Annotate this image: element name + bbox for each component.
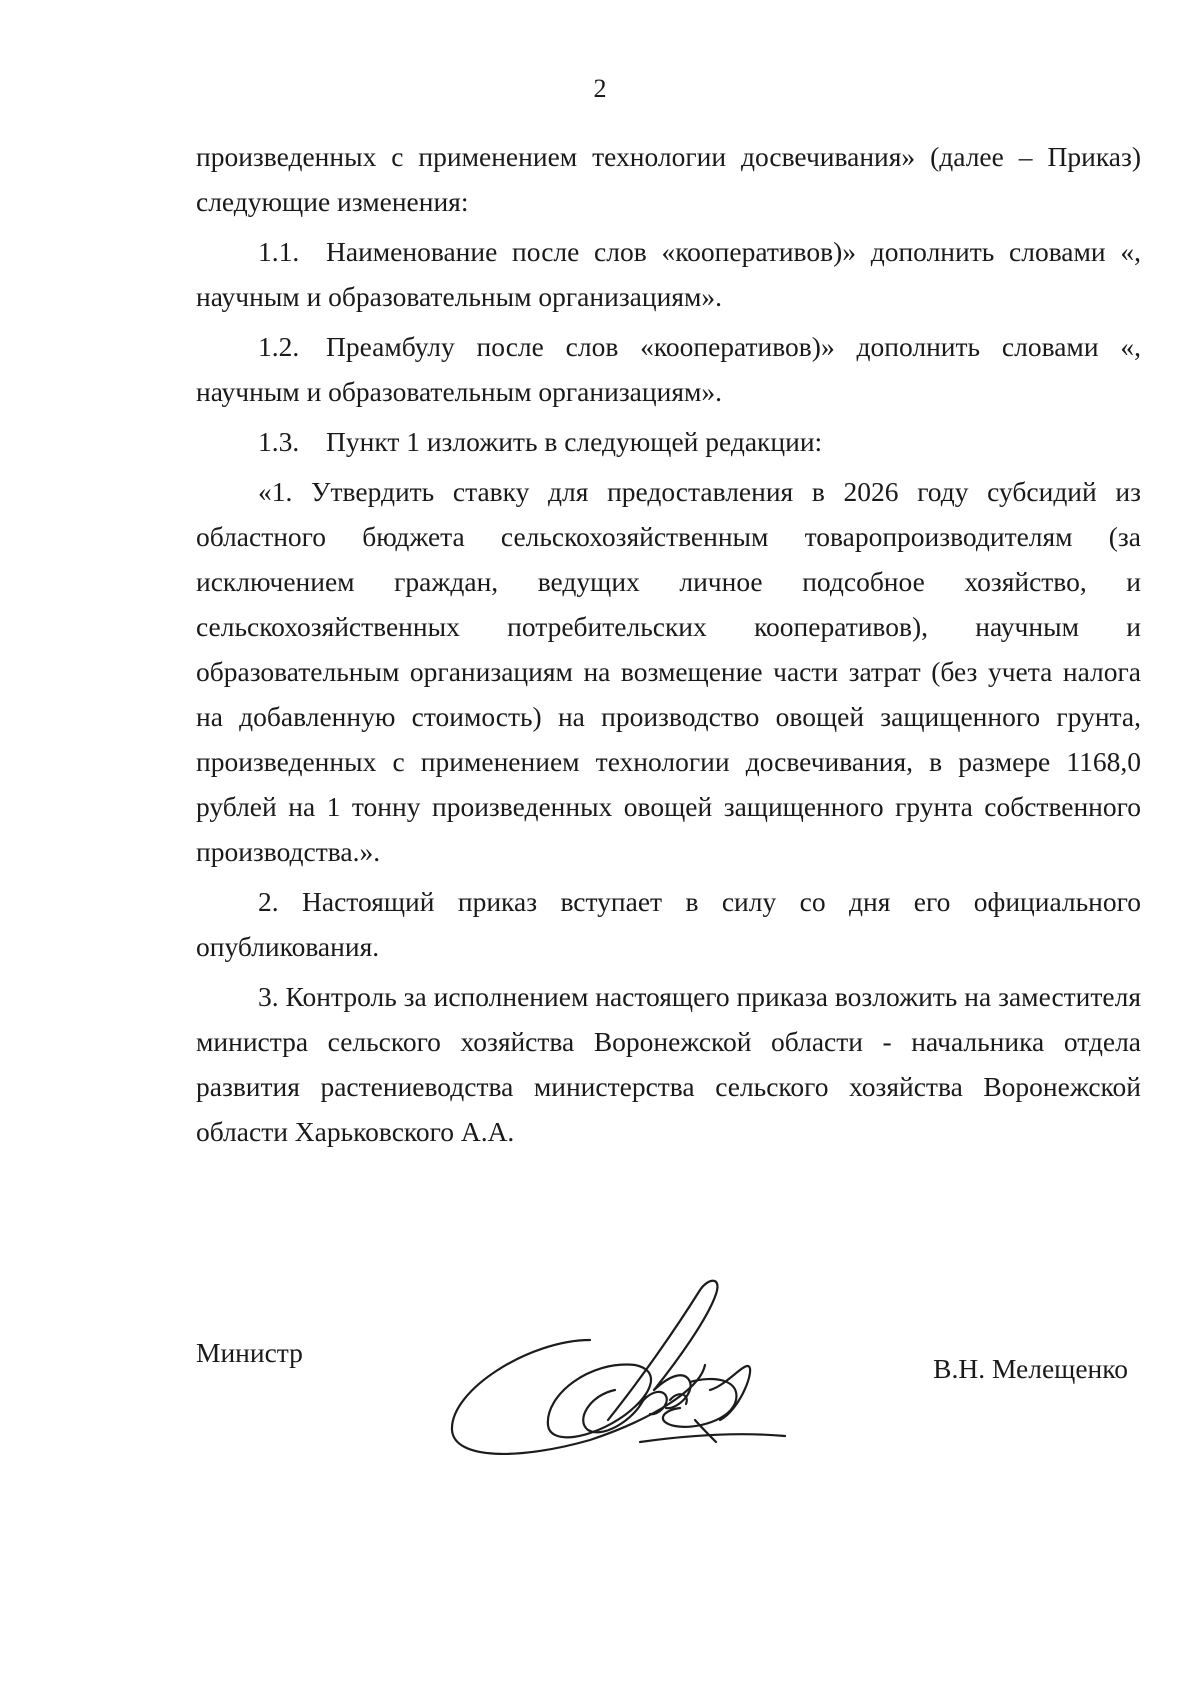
page-number: 2 <box>593 74 607 103</box>
signature-block <box>0 1330 1200 1480</box>
item-number: 1.2. <box>258 331 300 362</box>
paragraph-point-3: 3. Контроль за исполнением настоящего приказа возложить на заместителя министра сельского хозяйства Воронежской области - начальника отдела развития растениеводства министерства сельского хозяйства Воронежской области Харьковского А.А. <box>196 981 1141 1147</box>
paragraph-text: Наименование после слов «кооперативов)» дополнить словами «, научным и образовательным организациям». <box>196 236 1141 312</box>
item-number: 1.1. <box>258 236 300 267</box>
item-number: 1.3. <box>258 426 300 457</box>
signatory-name: В.Н. Мелещенко <box>933 1353 1128 1384</box>
handwritten-signature-icon <box>440 1270 800 1480</box>
paragraph-item-1-2 <box>196 324 1141 414</box>
paragraph-text: Преамбулу после слов «кооперативов)» дополнить словами «, научным и образовательным организациям». <box>196 331 1141 407</box>
paragraph-item-1-1 <box>196 229 1141 319</box>
paragraph-text: Пункт 1 изложить в следующей редакции: <box>326 426 823 457</box>
paragraph-point-2: 2. Настоящий приказ вступает в силу со дня его официального опубликования. <box>196 886 1141 962</box>
paragraph-intro-continuation: произведенных с применением технологии досвечивания» (далее – Приказ) следующие изменения: <box>196 141 1141 217</box>
paragraph-item-1-3 <box>196 419 1141 464</box>
document-body <box>196 134 1141 1154</box>
signatory-position: Министр <box>196 1337 303 1368</box>
paragraph-new-point-1: «1. Утвердить ставку для предоставления в 2026 году субсидий из областного бюджета сельскохозяйственным товаропроизводителям (за исключением граждан, ведущих личное подсобное хозяйство, и сельскохозяйственных потребительских кооперативов), научным и образовательным организациям на возмещение части затрат (без учета налога на добавленную стоимость) на производство овощей защищенного грунта, произведенных с применением технологии досвечивания, в размере 1168,0 рублей на 1 тонну произведенных овощей защищенного грунта собственного производства.». <box>196 476 1141 867</box>
